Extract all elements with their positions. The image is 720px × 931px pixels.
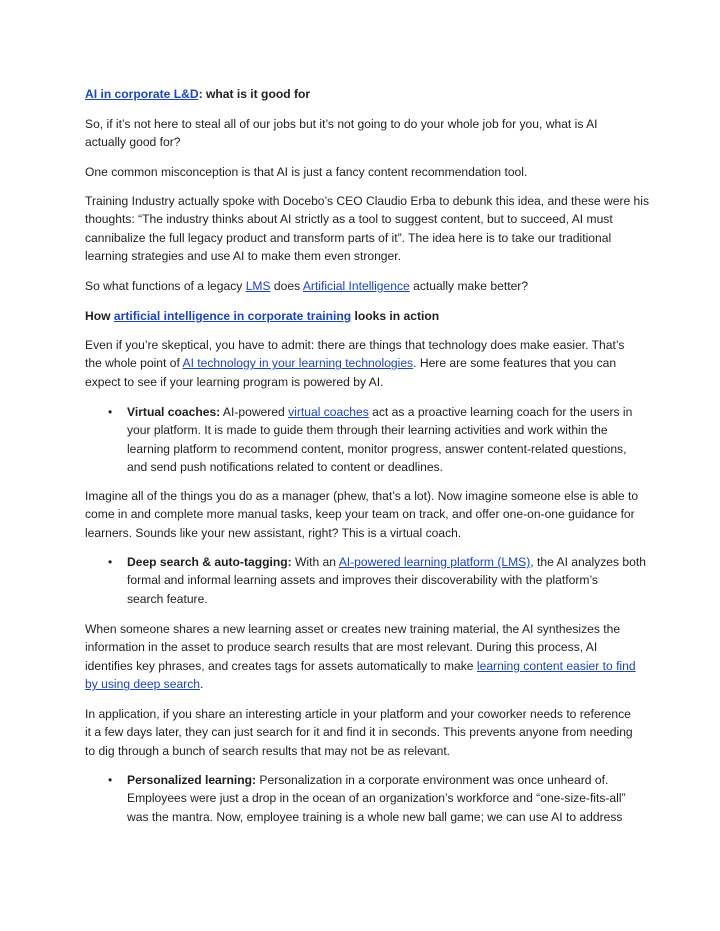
list-item-title: Personalized learning: xyxy=(127,773,257,787)
text-fragment: , the AI analyzes both xyxy=(530,555,646,569)
list-item-virtual-coaches xyxy=(127,403,637,477)
paragraph-misconception xyxy=(85,163,637,181)
text-line: Training Industry actually spoke with Docebo’s CEO Claudio Erba to debunk this idea, and these were his xyxy=(85,194,650,208)
text-line: was the mantra. Now, employee training is a whole new ball game; we can use AI to address xyxy=(127,809,623,824)
text-line: and send push notifications related to content or deadlines. xyxy=(127,460,443,475)
paragraph-learning-asset xyxy=(85,620,637,694)
text-line: come in and complete more manual tasks, keep your team on track, and offer one-on-one guidance for xyxy=(85,507,635,522)
paragraph-intro xyxy=(85,115,637,152)
heading-text: looks in action xyxy=(351,309,440,323)
bullet-icon: • xyxy=(108,773,113,787)
text-line: cannibalize the full legacy product and transform parts of it”. The idea here is to take our traditional xyxy=(85,230,612,245)
text-fragment: identifies key phrases, and creates tags for assets automatically to make xyxy=(85,658,477,673)
text-line: information in the asset to produce search results that are most relevant. During this process, AI xyxy=(85,640,598,655)
text-line: In application, if you share an interesting article in your platform and your coworker needs to reference xyxy=(85,707,631,721)
paragraph-training-industry xyxy=(85,192,650,266)
text-fragment: . Here are some features that you can xyxy=(413,356,617,371)
text-fragment: act as a proactive learning coach for the users in xyxy=(368,405,633,419)
paragraph-skeptical xyxy=(85,336,637,391)
list-item-personalized-learning xyxy=(127,771,637,826)
ai-powered-lms-link[interactable]: AI-powered learning platform (LMS) xyxy=(338,555,531,569)
text-line: learners. Sounds like your new assistant, right? This is a virtual coach. xyxy=(85,525,462,540)
ai-in-corporate-training-link[interactable]: artificial intelligence in corporate training xyxy=(113,309,352,323)
paragraph-application xyxy=(85,705,637,760)
text-line: your platform. It is made to guide them through their learning activities and work within the xyxy=(127,423,608,438)
bullet-icon: • xyxy=(108,555,113,569)
text-fragment: AI-powered xyxy=(220,405,289,419)
text-line: expect to see if your learning program is powered by AI. xyxy=(85,374,384,389)
text-line: to dig through a bunch of search results that may not be as relevant. xyxy=(85,743,451,758)
bullet-icon: • xyxy=(108,405,113,419)
text-line: Imagine all of the things you do as a manager (phew, that’s a lot). Now imagine someone else is able to xyxy=(85,489,639,503)
text-line: When someone shares a new learning asset or creates new training material, the AI synthesizes the xyxy=(85,622,621,636)
text-line: Employees were just a drop in the ocean of an organization’s workforce and “one-size-fits-all” xyxy=(127,791,626,806)
text-line: Even if you’re skeptical, you have to admit: there are things that technology does make easier. That’s xyxy=(85,338,625,352)
text-line: search feature. xyxy=(127,591,208,606)
heading-text: How xyxy=(85,309,114,323)
paragraph-legacy-lms xyxy=(85,277,637,295)
learning-content-easier-link[interactable]: learning content easier to find xyxy=(476,658,636,673)
text-line: formal and informal learning assets and improves their discoverability with the platform’s xyxy=(127,573,598,588)
text-fragment: the whole point of xyxy=(85,356,183,371)
text-line: So, if it’s not here to steal all of our jobs but it’s not going to do your whole job for you, what is AI xyxy=(85,117,598,131)
ai-in-corporate-ld-link[interactable]: AI in corporate L&D xyxy=(85,87,199,101)
text-fragment: So what functions of a legacy xyxy=(85,279,246,293)
ai-technology-link[interactable]: AI technology in your learning technologies xyxy=(182,356,414,371)
lms-link[interactable]: LMS xyxy=(245,279,271,293)
text-line: learning strategies and use AI to make them even stronger. xyxy=(85,249,401,264)
virtual-coaches-link[interactable]: virtual coaches xyxy=(288,405,369,419)
text-line: it a few days later, they can just search for it and find it in seconds. This prevents anyone from needing xyxy=(85,725,633,740)
list-item-deep-search xyxy=(127,553,646,608)
text-line: actually good for? xyxy=(85,135,181,150)
artificial-intelligence-link[interactable]: Artificial Intelligence xyxy=(302,279,410,293)
text-line: learning platform to recommend content, monitor progress, answer content-related questions, xyxy=(127,441,627,456)
text-fragment: . xyxy=(199,677,204,692)
section-heading-ai-in-corporate-ld xyxy=(85,85,637,103)
text-line: One common misconception is that AI is just a fancy content recommendation tool. xyxy=(85,165,528,179)
text-fragment: Personalization in a corporate environment was once unheard of. xyxy=(256,773,609,787)
text-fragment: actually make better? xyxy=(409,279,529,293)
paragraph-manager xyxy=(85,487,637,542)
heading-text: : what is it good for xyxy=(198,87,311,101)
text-fragment: does xyxy=(270,279,303,293)
list-item-title: Virtual coaches: xyxy=(127,405,221,419)
text-line: thoughts: “The industry thinks about AI strictly as a tool to suggest content, but to succeed, AI must xyxy=(85,212,613,227)
text-fragment: With an xyxy=(291,555,339,569)
list-item-title: Deep search & auto-tagging: xyxy=(127,555,292,569)
section-heading-ai-in-action xyxy=(85,307,637,325)
deep-search-link[interactable]: by using deep search xyxy=(85,677,200,692)
